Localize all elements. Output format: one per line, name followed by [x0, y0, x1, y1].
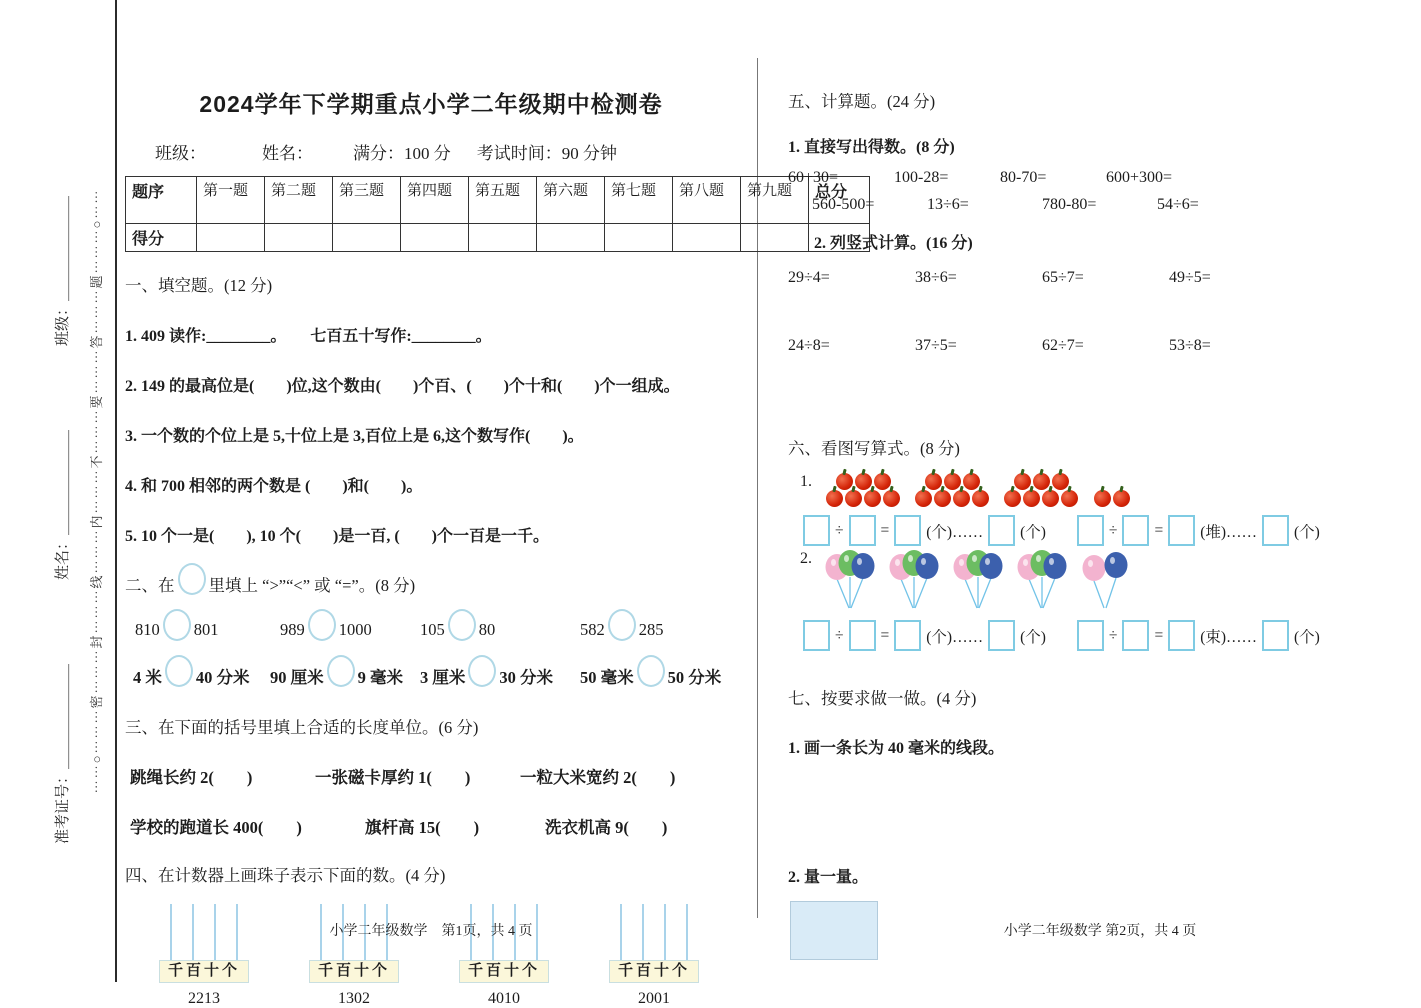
unit-row-1	[125, 764, 737, 788]
answer-box[interactable]	[1168, 620, 1195, 651]
unit-text: (个)	[1294, 628, 1320, 646]
score-table-total-header: 总分	[809, 177, 870, 224]
apple-row-bottom	[1000, 490, 1082, 507]
comparison-left: 582	[580, 620, 605, 639]
fill-blank-item: 3. 一个数的个位上是 5,十位上是 3,百位上是 6,这个数写作( )。	[125, 428, 584, 445]
apple-group	[1000, 473, 1082, 507]
apple-icon	[1033, 473, 1050, 490]
division-item: 29÷4=	[788, 269, 830, 286]
answer-circle[interactable]	[637, 655, 665, 687]
comparison-left: 4 米	[133, 668, 162, 687]
equation	[800, 620, 1048, 651]
equation	[1074, 620, 1322, 651]
apple-icon	[915, 490, 932, 507]
margin-label: 班级：＿＿＿＿＿＿＿	[55, 195, 71, 346]
fill-blank-item: 1. 409 读作:________。 七百五十写作:________。	[125, 328, 492, 345]
answer-circle[interactable]	[608, 609, 636, 641]
section4-heading: 四、在计数器上画珠子表示下面的数。(4 分)	[125, 866, 446, 885]
comparison-right: 50 分米	[667, 668, 722, 687]
apple-icon	[826, 490, 843, 507]
balloon-bunch-icon	[886, 550, 944, 612]
counter-number: 2001	[638, 990, 670, 1007]
apple-row-bottom	[822, 490, 904, 507]
apple-group-leftover	[1089, 490, 1135, 507]
unit-text: (个)	[1020, 628, 1046, 646]
apple-groups	[822, 473, 1135, 507]
apple-row-bottom	[911, 490, 993, 507]
page2-footer: 小学二年级数学 第2页，共 4 页	[1003, 924, 1197, 939]
apple-icon	[953, 490, 970, 507]
margin-student-labels	[51, 0, 75, 982]
unit-text: (个)	[1294, 523, 1320, 541]
answer-circle[interactable]	[165, 655, 193, 687]
score-table-column-header: 第四题	[401, 177, 469, 224]
comparison-item	[135, 614, 280, 646]
comparison-right: 1000	[338, 620, 372, 639]
counter-number: 2213	[188, 990, 220, 1007]
calc-item: 60+30=	[788, 169, 839, 186]
comparison-left: 3 厘米	[420, 668, 466, 687]
seal-line: ⋯⋯○⋯⋯⋯密⋯⋯⋯封⋯⋯⋯线⋯⋯⋯内⋯⋯⋯不⋯⋯⋯要⋯⋯⋯答⋯⋯⋯题⋯⋯⋯○⋯⋯	[89, 188, 104, 794]
balloon-bunch-icon	[1014, 550, 1072, 612]
score-cell[interactable]	[401, 224, 469, 252]
section7-item1: 1. 画一条长为 40 毫米的线段。	[788, 740, 1005, 757]
apple-icon	[963, 473, 980, 490]
equals-sign: =	[880, 626, 890, 644]
apple-group	[911, 473, 993, 507]
apple-icon	[925, 473, 942, 490]
info-item: 班级：	[155, 144, 206, 163]
apple-icon	[972, 490, 989, 507]
comparison-left: 989	[280, 620, 305, 639]
answer-box[interactable]	[894, 515, 921, 546]
section2-heading	[125, 568, 737, 600]
unit-text: (个)	[1020, 523, 1046, 541]
balloons-figure	[788, 550, 1412, 612]
comparison-right: 80	[478, 620, 496, 639]
score-table-header-row	[126, 177, 870, 224]
unit-text: (个)……	[926, 523, 984, 541]
division-row-2	[788, 337, 1412, 355]
counter-base: 千百十个	[459, 960, 549, 983]
answer-box[interactable]	[1168, 515, 1195, 546]
answer-circle[interactable]	[448, 609, 476, 641]
info-line	[125, 139, 737, 164]
section7-item2: 2. 量一量。	[788, 869, 869, 886]
comparison-item	[580, 660, 721, 692]
apple-icon	[1061, 490, 1078, 507]
score-row-label: 得分	[126, 224, 197, 252]
answer-box[interactable]	[1262, 620, 1289, 651]
apple-icon	[1014, 473, 1031, 490]
divide-sign: ÷	[1108, 521, 1118, 539]
score-table-column-header: 第一题	[197, 177, 265, 224]
divide-sign: ÷	[835, 521, 844, 539]
apple-icon	[944, 473, 961, 490]
answer-box[interactable]	[1077, 620, 1104, 651]
equation	[1074, 515, 1322, 546]
section2-heading-pre: 二、在	[125, 576, 175, 595]
answer-circle[interactable]	[163, 609, 191, 641]
info-item: 满分：100 分	[353, 144, 451, 163]
apple-icon	[864, 490, 881, 507]
apple-group	[822, 473, 904, 507]
comparison-right: 285	[638, 620, 664, 639]
calc-item: 80-70=	[1000, 169, 1047, 186]
comparison-right: 40 分米	[195, 668, 250, 687]
calc-item: 560-500=	[812, 196, 875, 213]
unit-text: (束)……	[1200, 628, 1258, 646]
answer-box[interactable]	[1262, 515, 1289, 546]
calc-item: 100-28=	[894, 169, 949, 186]
comparison-item	[280, 614, 420, 646]
item2-label: 2.	[800, 550, 812, 567]
answer-box[interactable]	[1122, 620, 1149, 651]
comparison-item	[420, 660, 580, 692]
division-item: 24÷8=	[788, 337, 830, 354]
answer-box[interactable]	[849, 515, 876, 546]
margin-label: 姓名：＿＿＿＿＿＿＿	[55, 429, 71, 580]
divide-sign: ÷	[1108, 626, 1118, 644]
unit-text: (个)……	[926, 628, 984, 646]
info-item: 考试时间：90 分钟	[476, 144, 617, 163]
item1-label: 1.	[800, 473, 812, 490]
apple-icon	[1023, 490, 1040, 507]
apple-icon	[836, 473, 853, 490]
counter-number: 1302	[338, 990, 370, 1007]
score-cell[interactable]	[197, 224, 265, 252]
score-table-column-header: 第八题	[673, 177, 741, 224]
score-cell[interactable]	[469, 224, 537, 252]
division-item: 49÷5=	[1169, 269, 1211, 286]
score-cell[interactable]	[537, 224, 605, 252]
apple-icon	[1052, 473, 1069, 490]
calc-item: 54÷6=	[1157, 196, 1199, 213]
score-cell[interactable]	[265, 224, 333, 252]
unit-item: 跳绳长约 2( )	[130, 768, 253, 787]
balloon-bunches	[822, 550, 1136, 612]
comparison-item	[270, 660, 420, 692]
answer-box[interactable]	[1077, 515, 1104, 546]
comparison-right: 801	[193, 620, 219, 639]
section5-heading: 五、计算题。(24 分)	[788, 92, 936, 111]
answer-circle[interactable]	[327, 655, 355, 687]
info-item: 姓名：	[262, 144, 313, 163]
comparison-left: 90 厘米	[270, 668, 324, 687]
comparison-item	[420, 614, 580, 646]
score-cell[interactable]	[333, 224, 401, 252]
unit-item: 洗衣机高 9( )	[545, 818, 668, 837]
balloons-equations	[800, 620, 1412, 651]
comparison-row-2	[125, 660, 737, 692]
section3-heading: 三、在下面的括号里填上合适的长度单位。(6 分)	[125, 718, 479, 737]
answer-box[interactable]	[849, 620, 876, 651]
answer-box[interactable]	[988, 515, 1015, 546]
score-table-column-header: 第五题	[469, 177, 537, 224]
margin-label: 准考证号：＿＿＿＿＿＿＿	[55, 663, 71, 844]
comparison-right: 30 分米	[499, 668, 553, 687]
balloon-pair-icon	[1078, 550, 1136, 612]
equals-sign: =	[880, 521, 890, 539]
section5-sub2-heading: 2. 列竖式计算。(16 分)	[814, 235, 973, 252]
answer-box[interactable]	[894, 620, 921, 651]
comparison-item	[580, 614, 664, 646]
counter-base: 千百十个	[609, 960, 699, 983]
counter-base: 千百十个	[159, 960, 249, 983]
section1-heading: 一、填空题。(12 分)	[125, 276, 273, 295]
calc-row-1	[788, 169, 1412, 187]
section7-heading: 七、按要求做一做。(4 分)	[788, 689, 977, 708]
section1-items	[125, 323, 737, 546]
equation	[800, 515, 1048, 546]
answer-circle[interactable]	[308, 609, 336, 641]
comparison-item	[133, 660, 270, 692]
score-table-column-header: 第三题	[333, 177, 401, 224]
answer-box[interactable]	[1122, 515, 1149, 546]
division-item: 53÷8=	[1169, 337, 1211, 354]
answer-circle[interactable]	[178, 563, 206, 595]
division-item: 37÷5=	[915, 337, 957, 354]
comparison-left: 105	[420, 620, 445, 639]
divide-sign: ÷	[835, 626, 844, 644]
score-cell[interactable]	[673, 224, 741, 252]
division-row-1	[788, 269, 1412, 287]
apple-icon	[1004, 490, 1021, 507]
score-table-corner: 题序	[126, 177, 197, 224]
fill-blank-item: 5. 10 个一是( ), 10 个( )是一百, ( )个一百是一千。	[125, 528, 549, 545]
calc-item: 600+300=	[1106, 169, 1173, 186]
margin-rule-line	[115, 0, 117, 982]
apple-icon	[934, 490, 951, 507]
comparison-row-1	[125, 614, 737, 646]
calc-row-2	[788, 196, 1412, 214]
fill-blank-item: 4. 和 700 相邻的两个数是 ( )和( )。	[125, 478, 423, 495]
counter-number: 4010	[488, 990, 520, 1007]
division-item: 62÷7=	[1042, 337, 1084, 354]
page1-footer: 小学二年级数学 第1页，共 4 页	[329, 924, 533, 939]
unit-item: 旗杆高 15( )	[365, 818, 480, 837]
apple-icon	[874, 473, 891, 490]
score-table-column-header: 第九题	[741, 177, 809, 224]
balloon-bunch-icon	[950, 550, 1008, 612]
score-cell[interactable]	[605, 224, 673, 252]
apple-icon	[1042, 490, 1059, 507]
unit-item: 一粒大米宽约 2( )	[520, 768, 676, 787]
equals-sign: =	[1154, 626, 1164, 644]
calc-item: 780-80=	[1042, 196, 1097, 213]
balloon-bunch-icon	[822, 550, 880, 612]
unit-text: (堆)……	[1200, 523, 1258, 541]
comparison-right: 9 毫米	[357, 668, 403, 687]
calc-item: 13÷6=	[927, 196, 969, 213]
score-table-column-header: 第二题	[265, 177, 333, 224]
score-table	[125, 176, 870, 252]
comparison-left: 810	[135, 620, 160, 639]
section5-sub1-heading: 1. 直接写出得数。(8 分)	[788, 139, 955, 156]
score-table-score-row	[126, 224, 870, 252]
apple-icon	[855, 473, 872, 490]
apples-equations	[800, 515, 1412, 546]
division-item: 65÷7=	[1042, 269, 1084, 286]
answer-box[interactable]	[803, 515, 830, 546]
equals-sign: =	[1154, 521, 1164, 539]
unit-item: 学校的跑道长 400( )	[130, 818, 302, 837]
answer-box[interactable]	[988, 620, 1015, 651]
apple-icon	[1113, 490, 1130, 507]
section2-heading-post: 里填上 “>”“<” 或 “=”。(8 分)	[208, 576, 416, 595]
unit-row-2	[125, 814, 737, 838]
apples-figure	[788, 473, 1412, 507]
apple-row-bottom	[1089, 490, 1135, 507]
apple-icon	[1094, 490, 1111, 507]
apple-icon	[845, 490, 862, 507]
fill-blank-item: 2. 149 的最高位是( )位,这个数由( )个百、( )个十和( )个一组成。	[125, 378, 680, 395]
unit-item: 一张磁卡厚约 1( )	[315, 768, 471, 787]
section6-heading: 六、看图写算式。(8 分)	[788, 439, 960, 458]
counter-base: 千百十个	[309, 960, 399, 983]
answer-box[interactable]	[803, 620, 830, 651]
score-table-column-header: 第七题	[605, 177, 673, 224]
apple-icon	[883, 490, 900, 507]
comparison-left: 50 毫米	[580, 668, 634, 687]
page-2	[788, 0, 1412, 960]
score-table-column-header: 第六题	[537, 177, 605, 224]
paper-title: 2024学年下学期重点小学二年级期中检测卷	[199, 91, 663, 117]
division-item: 38÷6=	[915, 269, 957, 286]
answer-circle[interactable]	[468, 655, 496, 687]
